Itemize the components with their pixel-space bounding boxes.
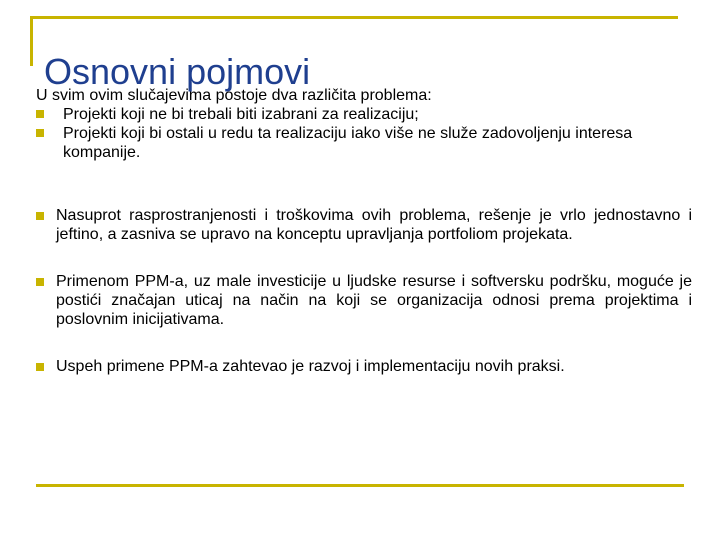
problem-item (36, 124, 692, 162)
problem-item (36, 105, 692, 124)
main-points-list (36, 206, 692, 376)
slide-content (36, 86, 692, 404)
title-frame-top-rule (30, 16, 678, 19)
main-point-text: Primenom PPM-a, uz male investicije u ljudske resurse i softversku podršku, moguće je postići značajan uticaj na način na koji se organizacija odnosi prema projektima i poslovnim inicijativama. (56, 273, 692, 328)
slide-title: Osnovni pojmovi (44, 51, 311, 93)
footer-rule (36, 484, 684, 487)
square-bullet-icon (36, 278, 44, 286)
main-point-item (36, 206, 692, 244)
square-bullet-icon (36, 363, 44, 371)
problem-item-text: Projekti koji bi ostali u redu ta realizaciju iako više ne služe zadovoljenju interesa kompanije. (63, 125, 633, 161)
square-bullet-icon (36, 212, 44, 220)
square-bullet-icon (36, 110, 44, 118)
main-point-text: Nasuprot rasprostranjenosti i troškovima ovih problema, rešenje je vrlo jednostavno i jeftino, a zasniva se upravo na konceptu upravljanja portfoliom projekata. (56, 207, 692, 243)
title-frame-left-rule (30, 16, 33, 66)
main-point-item (36, 357, 692, 376)
intro-text: U svim ovim slučajevima postoje dva različita problema: (36, 87, 432, 104)
problem-list (36, 105, 692, 162)
main-point-item (36, 272, 692, 329)
square-bullet-icon (36, 129, 44, 137)
main-point-text: Uspeh primene PPM-a zahtevao je razvoj i implementaciju novih praksi. (56, 358, 565, 375)
problem-item-text: Projekti koji ne bi trebali biti izabrani za realizaciju; (63, 106, 419, 123)
